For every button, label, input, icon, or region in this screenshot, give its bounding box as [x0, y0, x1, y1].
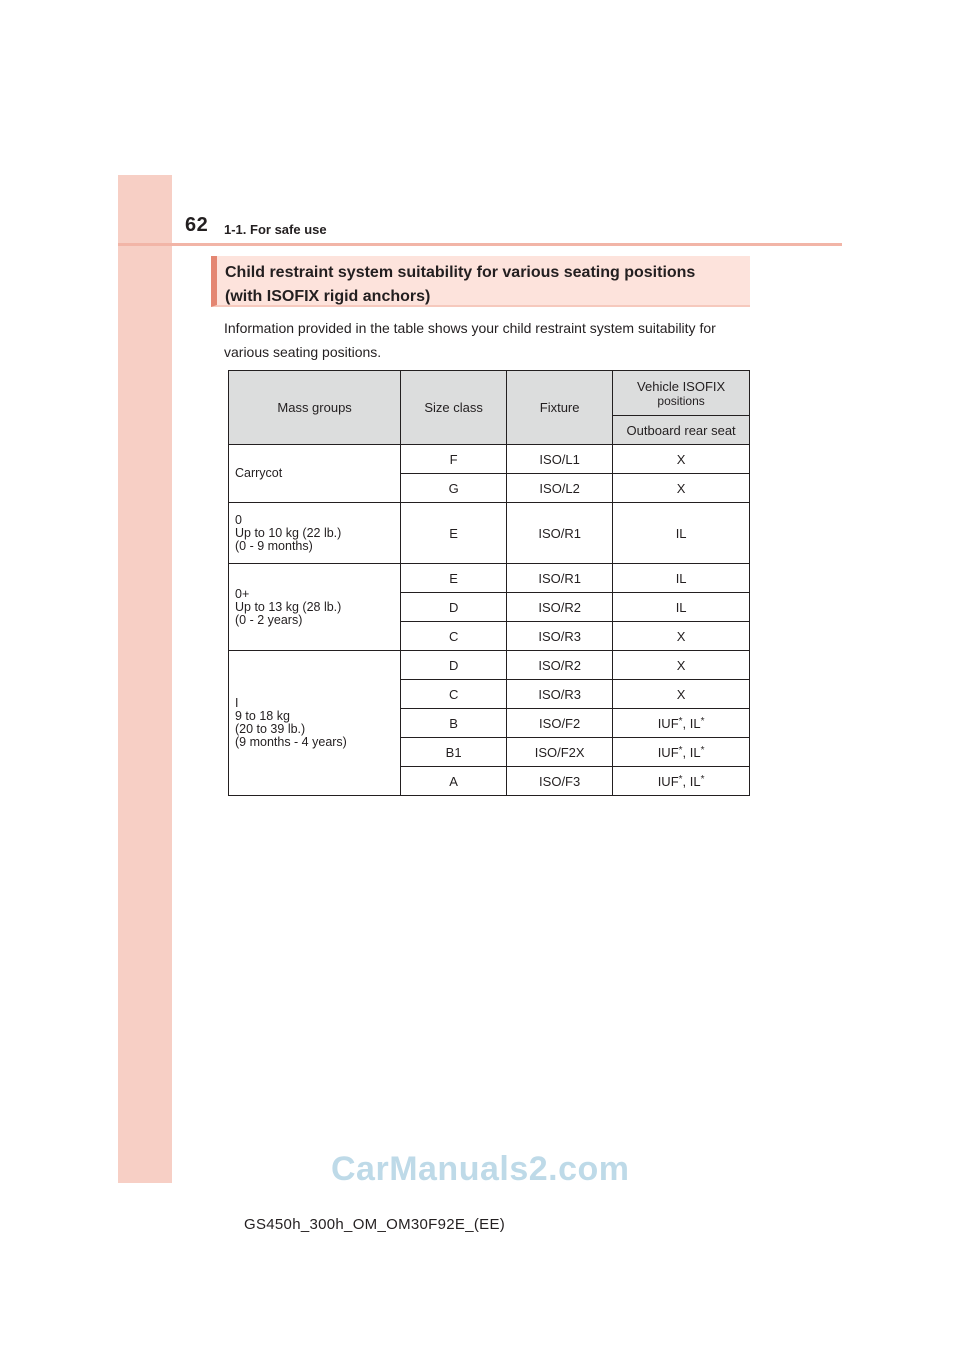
table-row — [229, 564, 750, 593]
fixture-cell: ISO/F2X — [507, 738, 613, 767]
mass-group-line: (9 months - 4 years) — [235, 735, 347, 749]
size-class-cell: C — [401, 680, 507, 709]
table-body — [229, 445, 750, 796]
isofix-position-cell: X — [613, 680, 750, 709]
fixture-cell: ISO/F2 — [507, 709, 613, 738]
size-class-cell: B1 — [401, 738, 507, 767]
heading-line-1: Child restraint system suitability for various seating positions — [225, 264, 696, 281]
mass-group-cell — [229, 445, 401, 503]
header-rule — [118, 243, 842, 246]
isofix-position-cell: IL — [613, 564, 750, 593]
mass-group-cell — [229, 503, 401, 564]
page-number: 62 — [185, 214, 209, 236]
mass-group-line: (20 to 39 lb.) — [235, 722, 306, 736]
mass-group-line: I — [235, 696, 239, 710]
table-row — [229, 503, 750, 564]
header-mass-groups: Mass groups — [229, 371, 401, 445]
size-class-cell: C — [401, 622, 507, 651]
section-title: 1-1. For safe use — [224, 222, 327, 237]
mass-group-line: (0 - 2 years) — [235, 612, 303, 627]
fixture-cell: ISO/R2 — [507, 651, 613, 680]
isofix-position-cell: IUF*, IL* — [613, 738, 750, 767]
isofix-position-cell: IUF*, IL* — [613, 709, 750, 738]
watermark: CarManuals2.com — [331, 1150, 630, 1188]
size-class-cell: E — [401, 564, 507, 593]
size-class-cell: A — [401, 767, 507, 796]
footer-code: GS450h_300h_OM_OM30F92E_(EE) — [244, 1216, 506, 1233]
isofix-position-cell: IL — [613, 503, 750, 564]
size-class-cell: E — [401, 503, 507, 564]
mass-group-cell — [229, 564, 401, 651]
header-vehicle-isofix — [613, 371, 750, 416]
mass-group-line: Up to 10 kg (22 lb.) — [235, 525, 342, 540]
isofix-position-cell: X — [613, 651, 750, 680]
header-size-class: Size class — [401, 371, 507, 445]
size-class-cell: D — [401, 593, 507, 622]
size-class-cell: B — [401, 709, 507, 738]
mass-group-line: Up to 13 kg (28 lb.) — [235, 599, 342, 614]
heading-line-2: (with ISOFIX rigid anchors) — [225, 288, 431, 305]
isofix-position-cell: IL — [613, 593, 750, 622]
mass-group-line: 0+ — [235, 586, 250, 601]
mass-group-line: 0 — [235, 512, 242, 527]
fixture-cell: ISO/R3 — [507, 680, 613, 709]
section-heading — [211, 256, 750, 307]
mass-group-line: 9 to 18 kg — [235, 709, 290, 723]
suitability-table — [228, 370, 750, 796]
header-vehicle-isofix-line2: positions — [657, 394, 705, 408]
table-row — [229, 651, 750, 680]
header-fixture: Fixture — [507, 371, 613, 445]
fixture-cell: ISO/R1 — [507, 503, 613, 564]
mass-group-line: (0 - 9 months) — [235, 538, 313, 553]
isofix-position-cell: X — [613, 622, 750, 651]
mass-group-line: Carrycot — [235, 466, 283, 480]
isofix-position-cell: X — [613, 445, 750, 474]
fixture-cell: ISO/F3 — [507, 767, 613, 796]
table-row — [229, 445, 750, 474]
isofix-position-cell: IUF*, IL* — [613, 767, 750, 796]
size-class-cell: G — [401, 474, 507, 503]
fixture-cell: ISO/R1 — [507, 564, 613, 593]
mass-group-cell — [229, 651, 401, 796]
isofix-position-cell: X — [613, 474, 750, 503]
fixture-cell: ISO/R3 — [507, 622, 613, 651]
fixture-cell: ISO/L2 — [507, 474, 613, 503]
fixture-cell: ISO/L1 — [507, 445, 613, 474]
size-class-cell: F — [401, 445, 507, 474]
size-class-cell: D — [401, 651, 507, 680]
header-vehicle-isofix-line1: Vehicle ISOFIX — [637, 379, 726, 394]
fixture-cell: ISO/R2 — [507, 593, 613, 622]
header-outboard-rear-seat: Outboard rear seat — [613, 416, 750, 445]
intro-paragraph: Information provided in the table shows your child restraint system suitability for various seating positions. — [224, 320, 716, 360]
margin-band — [118, 175, 172, 1183]
